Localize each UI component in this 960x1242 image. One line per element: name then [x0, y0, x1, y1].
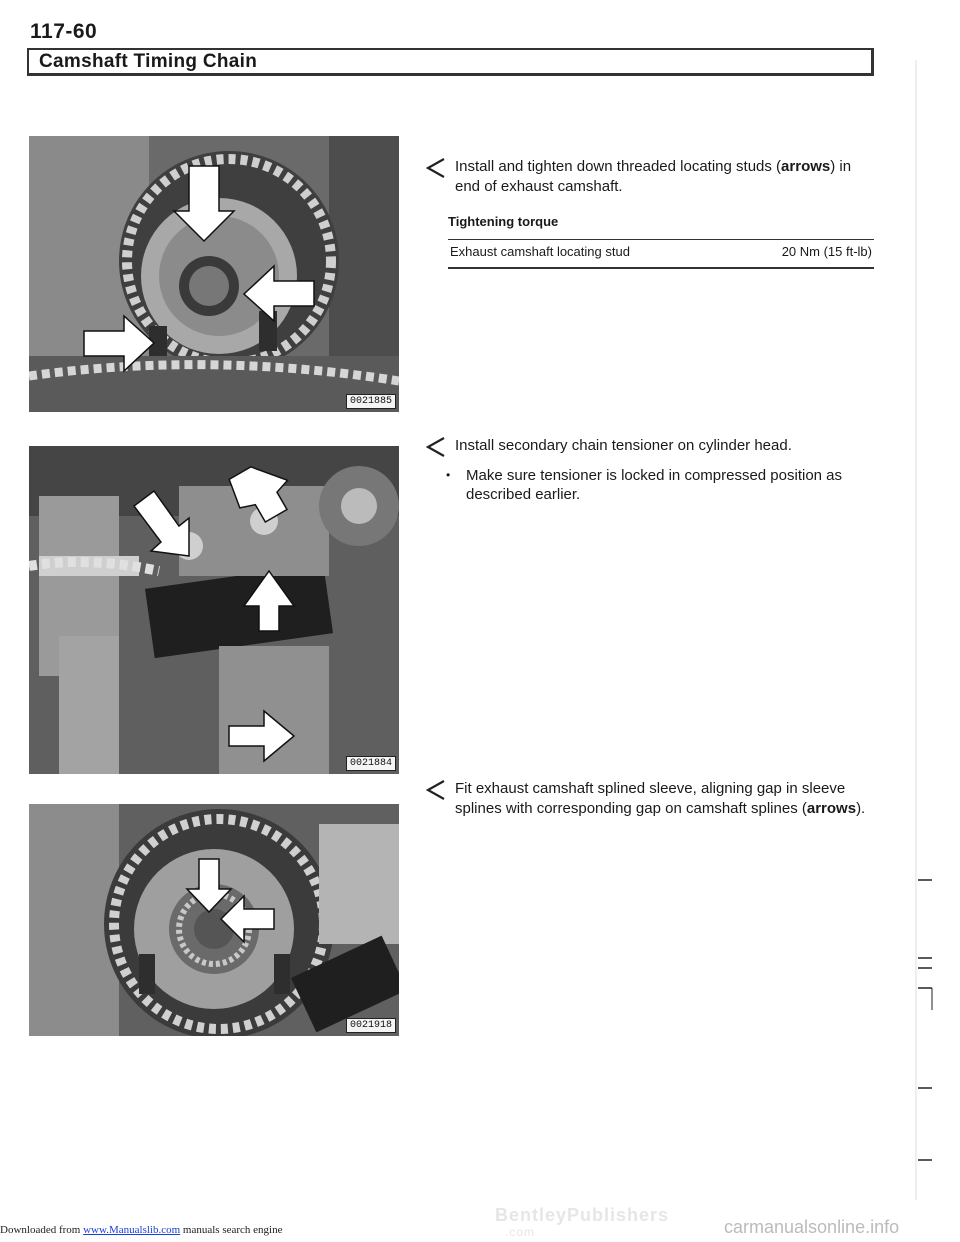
photo-id: 0021885: [346, 394, 396, 409]
margin-index-marks: [900, 0, 960, 1242]
manualslib-link[interactable]: www.Manualslib.com: [83, 1224, 181, 1236]
torque-item: Exhaust camshaft locating stud: [450, 244, 630, 259]
bullet-text: Make sure tensioner is locked in compressed position as described earlier.: [466, 467, 843, 503]
section-header: [27, 48, 874, 76]
step-fit-splined-sleeve: [425, 779, 875, 819]
photo-splined-sleeve-image: [29, 804, 399, 1036]
torque-row: [448, 240, 874, 269]
step-text: Install and tighten down threaded locating studs (arrows) in end of exhaust camshaft.: [455, 158, 852, 195]
left-arrow-icon: [424, 778, 448, 802]
bullet-icon: •: [446, 468, 451, 482]
publisher-watermark-sub: .com: [505, 1225, 536, 1239]
torque-heading: Tightening torque: [448, 214, 874, 240]
photo-locating-studs-image: [29, 136, 399, 412]
left-arrow-icon: [424, 435, 448, 459]
publisher-watermark: BentleyPublishers: [495, 1205, 670, 1225]
step-bullet: [448, 466, 868, 504]
step-install-locating-studs: [425, 157, 875, 197]
download-footer: Downloaded from www.Manualslib.com manuals search engine: [0, 1224, 283, 1236]
step-install-tensioner: [425, 436, 875, 456]
photo-locating-studs: [29, 136, 399, 412]
torque-spec-table: [448, 214, 874, 269]
photo-id: 0021884: [346, 756, 396, 771]
page-number: 117-60: [30, 20, 98, 43]
left-arrow-icon: [424, 156, 448, 180]
photo-id: 0021918: [346, 1018, 396, 1033]
photo-chain-tensioner: [29, 446, 399, 774]
photo-chain-tensioner-image: [29, 446, 399, 774]
step-text: Fit exhaust camshaft splined sleeve, aligning gap in sleeve splines with corresponding gap on camshaft splines (arrows).: [455, 780, 866, 817]
section-title: Camshaft Timing Chain: [39, 51, 258, 72]
torque-value: 20 Nm (15 ft-lb): [781, 244, 872, 259]
photo-splined-sleeve: [29, 804, 399, 1036]
step-text: Install secondary chain tensioner on cylinder head.: [455, 437, 792, 454]
site-watermark: carmanualsonline.info: [724, 1217, 900, 1237]
